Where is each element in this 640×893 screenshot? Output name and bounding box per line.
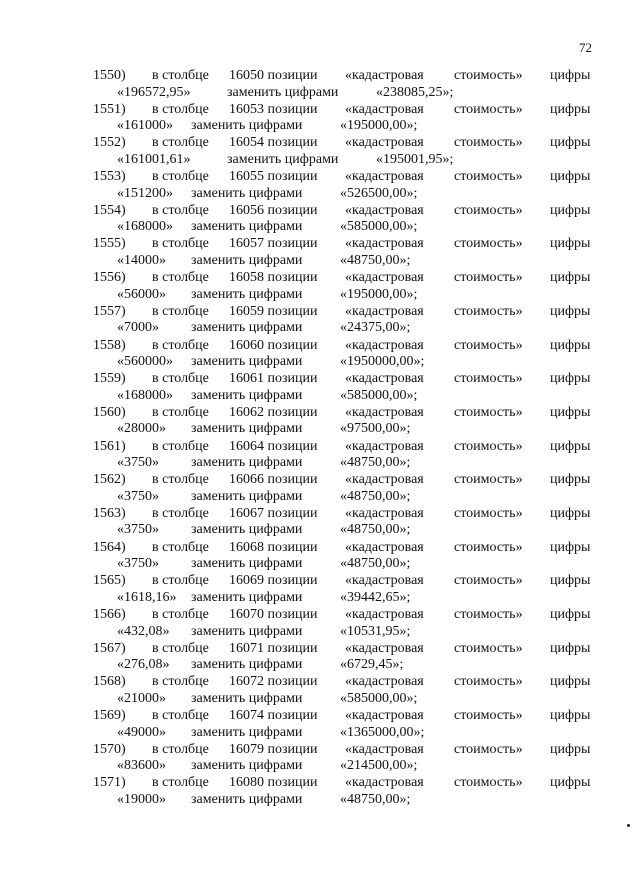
digits-word: цифры (550, 775, 591, 791)
amendment-item (0, 572, 640, 606)
column-phrase: в столбце (152, 607, 209, 622)
cost-word: стоимость» (454, 708, 523, 724)
amendment-line-2 (0, 353, 640, 370)
old-value: «19000» (117, 791, 166, 807)
amendment-line-1 (0, 269, 640, 286)
cost-word: стоимость» (454, 270, 523, 286)
replace-phrase: заменить цифрами (191, 320, 303, 336)
cadastral-word: «кадастровая (345, 337, 424, 353)
amendment-line-1 (0, 303, 640, 320)
amendment-line-2 (0, 555, 640, 572)
cadastral-word: «кадастровая (345, 539, 424, 555)
cost-word: стоимость» (454, 674, 523, 690)
amendment-line-2 (0, 724, 640, 741)
replace-phrase: заменить цифрами (191, 185, 303, 201)
amendment-line-1 (0, 101, 640, 118)
new-value: «585000,00»; (340, 219, 418, 235)
cadastral-word: «кадастровая (345, 607, 424, 622)
digits-word: цифры (550, 438, 591, 454)
digits-word: цифры (550, 708, 591, 724)
new-value: «24375,00»; (340, 320, 411, 336)
amendment-item (0, 741, 640, 775)
amendment-line-1 (0, 404, 640, 421)
cost-word: стоимость» (454, 303, 523, 319)
item-number: 1555) (93, 236, 126, 252)
page-number: 72 (579, 40, 592, 55)
item-number: 1566) (93, 607, 126, 622)
replace-phrase: заменить цифрами (191, 657, 303, 673)
amendment-item (0, 235, 640, 269)
item-number: 1564) (93, 539, 126, 555)
position-number: 16055 позиции (229, 169, 318, 185)
new-value: «48750,00»; (340, 455, 411, 471)
amendment-line-1 (0, 337, 640, 354)
column-phrase: в столбце (152, 674, 209, 690)
amendment-item (0, 606, 640, 640)
position-number: 16074 позиции (229, 708, 318, 724)
amendment-item (0, 269, 640, 303)
amendment-line-1 (0, 202, 640, 219)
amendment-line-1 (0, 774, 640, 791)
cost-word: стоимость» (454, 438, 523, 454)
replace-phrase: заменить цифрами (191, 589, 303, 605)
digits-word: цифры (550, 404, 591, 420)
old-value: «56000» (117, 286, 166, 302)
position-number: 16066 позиции (229, 472, 318, 488)
old-value: «21000» (117, 690, 166, 706)
old-value: «168000» (117, 387, 173, 403)
column-phrase: в столбце (152, 573, 209, 589)
position-number: 16050 позиции (229, 68, 318, 83)
digits-word: цифры (550, 472, 591, 488)
cost-word: стоимость» (454, 775, 523, 791)
replace-phrase: заменить цифрами (191, 758, 303, 774)
amendment-line-2 (0, 117, 640, 134)
old-value: «49000» (117, 724, 166, 740)
amendment-line-2 (0, 387, 640, 404)
position-number: 16057 позиции (229, 236, 318, 252)
cadastral-word: «кадастровая (345, 505, 424, 521)
new-value: «195001,95»; (376, 151, 454, 167)
digits-word: цифры (550, 371, 591, 387)
item-number: 1565) (93, 573, 126, 589)
column-phrase: в столбце (152, 539, 209, 555)
amendment-item (0, 337, 640, 371)
item-number: 1553) (93, 169, 126, 185)
column-phrase: в столбце (152, 68, 209, 83)
digits-word: цифры (550, 607, 591, 622)
digits-word: цифры (550, 236, 591, 252)
amendment-list (0, 67, 640, 808)
digits-word: цифры (550, 135, 591, 151)
cost-word: стоимость» (454, 371, 523, 387)
old-value: «432,08» (117, 623, 170, 639)
position-number: 16062 позиции (229, 404, 318, 420)
column-phrase: в столбце (152, 135, 209, 151)
cadastral-word: «кадастровая (345, 169, 424, 185)
amendment-line-2 (0, 791, 640, 808)
old-value: «196572,95» (117, 84, 191, 100)
cadastral-word: «кадастровая (345, 775, 424, 791)
amendment-line-1 (0, 134, 640, 151)
amendment-line-2 (0, 185, 640, 202)
position-number: 16056 позиции (229, 202, 318, 218)
amendment-line-2 (0, 286, 640, 303)
cadastral-word: «кадастровая (345, 640, 424, 656)
position-number: 16053 позиции (229, 101, 318, 117)
amendment-item (0, 67, 640, 101)
replace-phrase: заменить цифрами (191, 118, 303, 134)
amendment-item (0, 471, 640, 505)
replace-phrase: заменить цифрами (191, 354, 303, 369)
new-value: «97500,00»; (340, 421, 411, 437)
cadastral-word: «кадастровая (345, 404, 424, 420)
item-number: 1562) (93, 472, 126, 488)
digits-word: цифры (550, 202, 591, 218)
amendment-item (0, 539, 640, 573)
item-number: 1554) (93, 202, 126, 218)
old-value: «3750» (117, 522, 159, 538)
cost-word: стоимость» (454, 640, 523, 656)
cadastral-word: «кадастровая (345, 674, 424, 690)
amendment-line-1 (0, 572, 640, 589)
cadastral-word: «кадастровая (345, 135, 424, 151)
amendment-item (0, 707, 640, 741)
cost-word: стоимость» (454, 236, 523, 252)
amendment-line-1 (0, 707, 640, 724)
column-phrase: в столбце (152, 337, 209, 353)
item-number: 1563) (93, 505, 126, 521)
new-value: «48750,00»; (340, 791, 411, 807)
digits-word: цифры (550, 68, 591, 83)
new-value: «585000,00»; (340, 690, 418, 706)
column-phrase: в столбце (152, 169, 209, 185)
amendment-item (0, 168, 640, 202)
cost-word: стоимость» (454, 539, 523, 555)
cost-word: стоимость» (454, 68, 523, 83)
item-number: 1557) (93, 303, 126, 319)
item-number: 1556) (93, 270, 126, 286)
old-value: «3750» (117, 488, 159, 504)
old-value: «168000» (117, 219, 173, 235)
new-value: «48750,00»; (340, 252, 411, 268)
digits-word: цифры (550, 640, 591, 656)
position-number: 16067 позиции (229, 505, 318, 521)
replace-phrase: заменить цифрами (191, 252, 303, 268)
digits-word: цифры (550, 303, 591, 319)
amendment-item (0, 404, 640, 438)
amendment-line-2 (0, 757, 640, 774)
replace-phrase: заменить цифрами (227, 151, 339, 167)
cost-word: стоимость» (454, 101, 523, 117)
digits-word: цифры (550, 539, 591, 555)
position-number: 16054 позиции (229, 135, 318, 151)
column-phrase: в столбце (152, 303, 209, 319)
digits-word: цифры (550, 505, 591, 521)
old-value: «3750» (117, 455, 159, 471)
replace-phrase: заменить цифрами (191, 421, 303, 437)
amendment-line-2 (0, 690, 640, 707)
position-number: 16071 позиции (229, 640, 318, 656)
amendment-item (0, 438, 640, 472)
old-value: «276,08» (117, 657, 170, 673)
cadastral-word: «кадастровая (345, 472, 424, 488)
new-value: «195000,00»; (340, 118, 418, 134)
amendment-line-1 (0, 438, 640, 455)
scan-speck (627, 824, 630, 827)
amendment-line-1 (0, 606, 640, 623)
cadastral-word: «кадастровая (345, 741, 424, 757)
amendment-item (0, 303, 640, 337)
column-phrase: в столбце (152, 505, 209, 521)
amendment-item (0, 370, 640, 404)
cost-word: стоимость» (454, 472, 523, 488)
replace-phrase: заменить цифрами (191, 455, 303, 471)
replace-phrase: заменить цифрами (191, 690, 303, 706)
column-phrase: в столбце (152, 438, 209, 454)
cadastral-word: «кадастровая (345, 303, 424, 319)
amendment-item (0, 673, 640, 707)
amendment-line-2 (0, 623, 640, 640)
replace-phrase: заменить цифрами (191, 522, 303, 538)
old-value: «161001,61» (117, 151, 191, 167)
item-number: 1559) (93, 371, 126, 387)
amendment-line-2 (0, 84, 640, 101)
position-number: 16080 позиции (229, 775, 318, 791)
amendment-line-1 (0, 741, 640, 758)
amendment-line-2 (0, 319, 640, 336)
position-number: 16059 позиции (229, 303, 318, 319)
item-number: 1567) (93, 640, 126, 656)
amendment-item (0, 505, 640, 539)
cost-word: стоимость» (454, 337, 523, 353)
new-value: «48750,00»; (340, 556, 411, 572)
amendment-line-1 (0, 471, 640, 488)
amendment-line-2 (0, 521, 640, 538)
position-number: 16072 позиции (229, 674, 318, 690)
item-number: 1569) (93, 708, 126, 724)
cost-word: стоимость» (454, 573, 523, 589)
amendment-line-1 (0, 539, 640, 556)
column-phrase: в столбце (152, 270, 209, 286)
cost-word: стоимость» (454, 505, 523, 521)
digits-word: цифры (550, 337, 591, 353)
digits-word: цифры (550, 741, 591, 757)
cost-word: стоимость» (454, 404, 523, 420)
column-phrase: в столбце (152, 775, 209, 791)
old-value: «83600» (117, 758, 166, 774)
digits-word: цифры (550, 674, 591, 690)
amendment-line-1 (0, 168, 640, 185)
column-phrase: в столбце (152, 708, 209, 724)
amendment-item (0, 774, 640, 808)
replace-phrase: заменить цифрами (191, 387, 303, 403)
old-value: «1618,16» (117, 589, 177, 605)
item-number: 1550) (93, 68, 126, 83)
new-value: «39442,65»; (340, 589, 411, 605)
column-phrase: в столбце (152, 236, 209, 252)
old-value: «3750» (117, 556, 159, 572)
new-value: «1950000,00»; (340, 354, 425, 369)
cadastral-word: «кадастровая (345, 708, 424, 724)
replace-phrase: заменить цифрами (227, 84, 339, 100)
position-number: 16061 позиции (229, 371, 318, 387)
replace-phrase: заменить цифрами (191, 623, 303, 639)
item-number: 1561) (93, 438, 126, 454)
cadastral-word: «кадастровая (345, 573, 424, 589)
new-value: «6729,45»; (340, 657, 404, 673)
amendment-line-1 (0, 640, 640, 657)
new-value: «10531,95»; (340, 623, 411, 639)
item-number: 1570) (93, 741, 126, 757)
item-number: 1552) (93, 135, 126, 151)
old-value: «14000» (117, 252, 166, 268)
cost-word: стоимость» (454, 135, 523, 151)
position-number: 16064 позиции (229, 438, 318, 454)
new-value: «238085,25»; (376, 84, 454, 100)
new-value: «214500,00»; (340, 758, 418, 774)
new-value: «48750,00»; (340, 488, 411, 504)
column-phrase: в столбце (152, 640, 209, 656)
old-value: «7000» (117, 320, 159, 336)
position-number: 16068 позиции (229, 539, 318, 555)
new-value: «1365000,00»; (340, 724, 425, 740)
amendment-line-2 (0, 151, 640, 168)
new-value: «195000,00»; (340, 286, 418, 302)
column-phrase: в столбце (152, 101, 209, 117)
position-number: 16058 позиции (229, 270, 318, 286)
column-phrase: в столбце (152, 202, 209, 218)
position-number: 16079 позиции (229, 741, 318, 757)
item-number: 1571) (93, 775, 126, 791)
position-number: 16070 позиции (229, 607, 318, 622)
cadastral-word: «кадастровая (345, 371, 424, 387)
cadastral-word: «кадастровая (345, 438, 424, 454)
replace-phrase: заменить цифрами (191, 724, 303, 740)
replace-phrase: заменить цифрами (191, 791, 303, 807)
item-number: 1551) (93, 101, 126, 117)
amendment-line-2 (0, 218, 640, 235)
amendment-line-2 (0, 252, 640, 269)
cadastral-word: «кадастровая (345, 270, 424, 286)
amendment-line-1 (0, 673, 640, 690)
new-value: «48750,00»; (340, 522, 411, 538)
cost-word: стоимость» (454, 169, 523, 185)
amendment-line-2 (0, 488, 640, 505)
amendment-item (0, 202, 640, 236)
column-phrase: в столбце (152, 741, 209, 757)
item-number: 1560) (93, 404, 126, 420)
new-value: «526500,00»; (340, 185, 418, 201)
position-number: 16069 позиции (229, 573, 318, 589)
old-value: «28000» (117, 421, 166, 437)
cost-word: стоимость» (454, 607, 523, 622)
item-number: 1568) (93, 674, 126, 690)
cost-word: стоимость» (454, 741, 523, 757)
replace-phrase: заменить цифрами (191, 488, 303, 504)
digits-word: цифры (550, 573, 591, 589)
cadastral-word: «кадастровая (345, 236, 424, 252)
old-value: «560000» (117, 354, 173, 369)
column-phrase: в столбце (152, 371, 209, 387)
cadastral-word: «кадастровая (345, 68, 424, 83)
replace-phrase: заменить цифрами (191, 286, 303, 302)
cadastral-word: «кадастровая (345, 101, 424, 117)
old-value: «161000» (117, 118, 173, 134)
item-number: 1558) (93, 337, 126, 353)
amendment-line-1 (0, 67, 640, 84)
replace-phrase: заменить цифрами (191, 219, 303, 235)
position-number: 16060 позиции (229, 337, 318, 353)
digits-word: цифры (550, 270, 591, 286)
amendment-item (0, 640, 640, 674)
amendment-item (0, 101, 640, 135)
amendment-line-2 (0, 454, 640, 471)
cadastral-word: «кадастровая (345, 202, 424, 218)
digits-word: цифры (550, 169, 591, 185)
amendment-item (0, 134, 640, 168)
replace-phrase: заменить цифрами (191, 556, 303, 572)
amendment-line-2 (0, 420, 640, 437)
amendment-line-1 (0, 370, 640, 387)
amendment-line-1 (0, 505, 640, 522)
amendment-line-1 (0, 235, 640, 252)
amendment-line-2 (0, 656, 640, 673)
amendment-line-2 (0, 589, 640, 606)
new-value: «585000,00»; (340, 387, 418, 403)
digits-word: цифры (550, 101, 591, 117)
cost-word: стоимость» (454, 202, 523, 218)
old-value: «151200» (117, 185, 173, 201)
column-phrase: в столбце (152, 472, 209, 488)
column-phrase: в столбце (152, 404, 209, 420)
